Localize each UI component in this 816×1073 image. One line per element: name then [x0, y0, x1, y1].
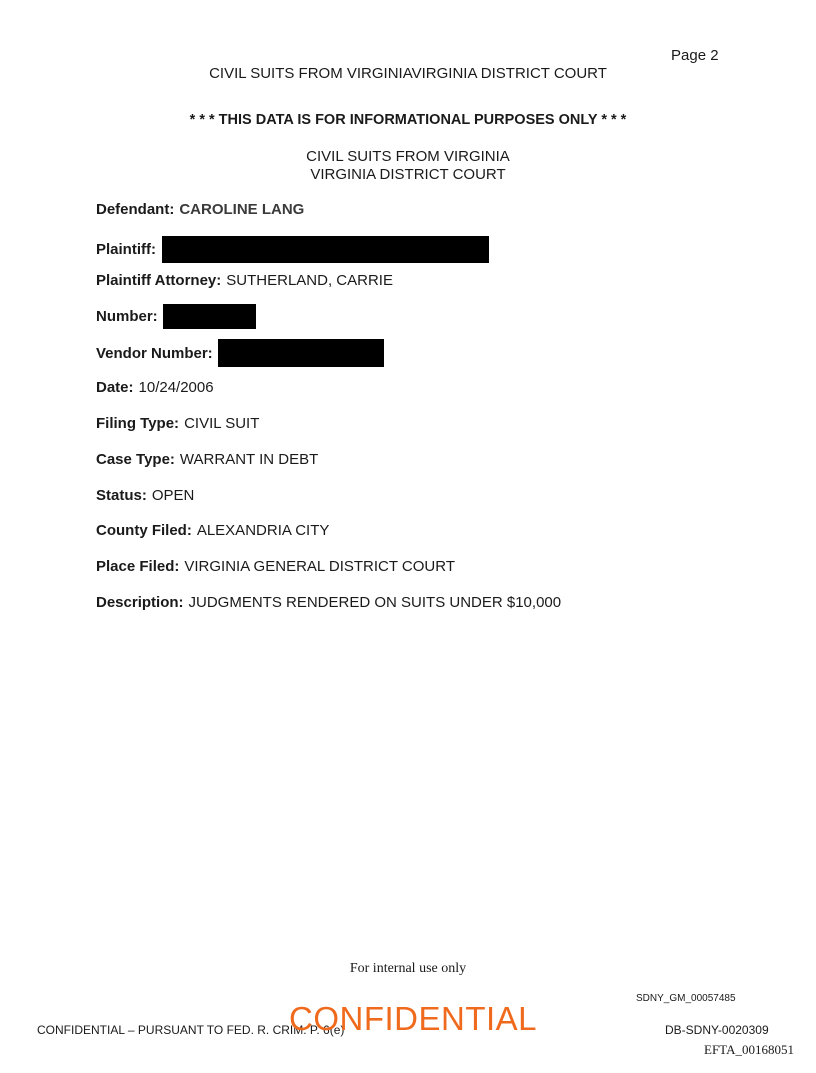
- county-filed-label: County Filed:: [96, 522, 192, 539]
- field-vendor-number: [96, 339, 384, 367]
- number-label: Number:: [96, 308, 158, 325]
- status-value: OPEN: [151, 487, 195, 504]
- bates-efta: EFTA_00168051: [704, 1042, 794, 1057]
- description-value: JUDGMENTS RENDERED ON SUITS UNDER $10,000: [188, 594, 562, 611]
- filing-type-value: CIVIL SUIT: [184, 415, 260, 432]
- place-filed-value: VIRGINIA GENERAL DISTRICT COURT: [184, 558, 455, 575]
- field-number: [96, 304, 256, 329]
- case-type-value: WARRANT IN DEBT: [179, 451, 319, 468]
- vendor-number-label: Vendor Number:: [96, 344, 213, 362]
- header-title: CIVIL SUITS FROM VIRGINIAVIRGINIA DISTRICT COURT: [209, 65, 607, 82]
- field-filing-type: [96, 415, 259, 432]
- case-type-label: Case Type:: [96, 451, 175, 468]
- number-redaction: [163, 304, 256, 329]
- confidential-line: CONFIDENTIAL – PURSUANT TO FED. R. CRIM. P. 6(e): [37, 1023, 345, 1037]
- field-place-filed: [96, 558, 455, 575]
- vendor-number-redaction: [218, 339, 384, 367]
- internal-use-note: For internal use only: [349, 961, 467, 976]
- bates-db-sdny: DB-SDNY-0020309: [665, 1023, 769, 1037]
- defendant-value: CAROLINE LANG: [179, 201, 305, 218]
- plaintiff-label: Plaintiff:: [96, 241, 156, 258]
- description-label: Description:: [96, 594, 184, 611]
- date-label: Date:: [96, 379, 134, 396]
- defendant-label: Defendant:: [96, 201, 175, 218]
- date-value: 10/24/2006: [138, 379, 214, 396]
- county-filed-value: ALEXANDRIA CITY: [196, 522, 330, 539]
- status-label: Status:: [96, 487, 147, 504]
- field-status: [96, 487, 194, 504]
- field-plaintiff-attorney: [96, 272, 393, 289]
- source-line-1: CIVIL SUITS FROM VIRGINIA: [306, 148, 510, 165]
- plaintiff-attorney-value: SUTHERLAND, CARRIE: [226, 272, 393, 289]
- field-plaintiff: [96, 236, 489, 263]
- field-date: [96, 379, 214, 396]
- page-number: Page 2: [671, 47, 719, 64]
- field-county-filed: [96, 522, 329, 539]
- place-filed-label: Place Filed:: [96, 558, 180, 575]
- disclaimer: * * * THIS DATA IS FOR INFORMATIONAL PURPOSES ONLY * * *: [189, 112, 627, 128]
- filing-type-label: Filing Type:: [96, 415, 180, 432]
- confidential-stamp: CONFIDENTIAL: [289, 1000, 538, 1037]
- source-line-2: VIRGINIA DISTRICT COURT: [310, 166, 506, 183]
- field-defendant: [96, 201, 304, 218]
- plaintiff-attorney-label: Plaintiff Attorney:: [96, 272, 222, 289]
- field-case-type: [96, 451, 318, 468]
- plaintiff-redaction: [162, 236, 489, 263]
- bates-sdny-gm: SDNY_GM_00057485: [636, 993, 736, 1004]
- field-description: [96, 594, 561, 611]
